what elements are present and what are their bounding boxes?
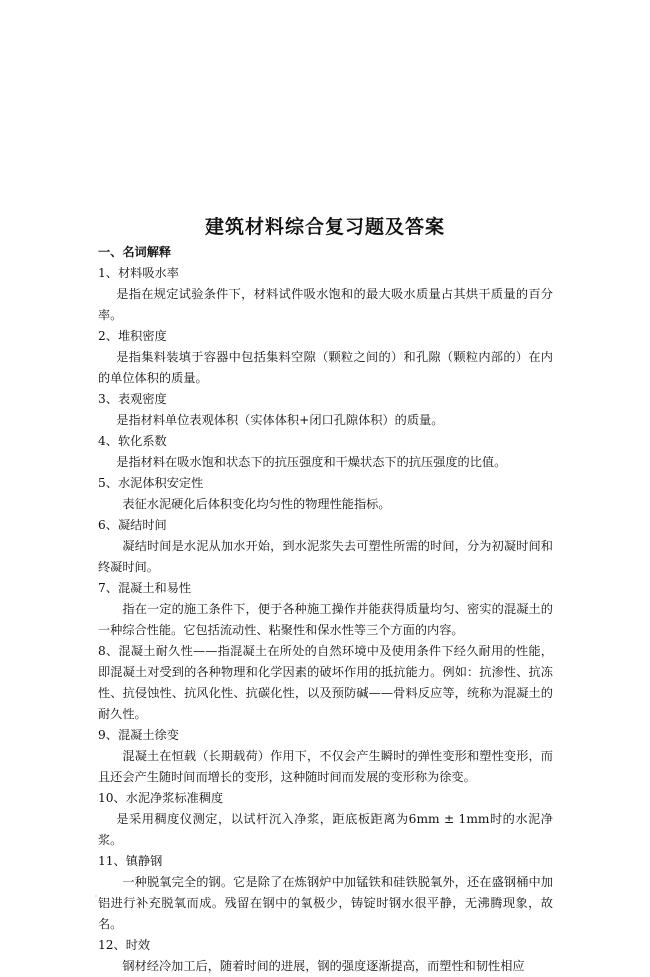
term-definition: 凝结时间是水泥从加水开始，到水泥浆失去可塑性所需的时间，分为初凝时间和终凝时间。 xyxy=(98,539,553,574)
term-definition: 一种脱氧完全的钢。它是除了在炼钢炉中加锰铁和硅铁脱氧外，还在盛钢桶中加铝进行补充脱氧而成。残留在钢中的氧极少，铸锭时钢水很平静，无沸腾现象，故名。 xyxy=(98,875,553,931)
term-heading: 4、软化系数 xyxy=(98,434,167,448)
term-inline-definition: 8、混凝土耐久性——指混凝土在所处的自然环境中及使用条件下经久耐用的性能，即混凝土对受到的各种物理和化学因素的破坏作用的抵抗能力。例如：抗渗性、抗冻性、抗侵蚀性、抗风化性、抗碳化性，以及预防碱——骨料反应等，统称为混凝土的耐久性。 xyxy=(98,644,553,721)
term-heading: 2、堆积密度 xyxy=(98,329,167,343)
document-body xyxy=(98,242,553,977)
term-heading: 12、时效 xyxy=(98,938,151,952)
term-heading: 3、表观密度 xyxy=(98,392,167,406)
term-heading: 11、镇静钢 xyxy=(98,854,163,868)
term-definition: 是指材料单位表观体积（实体体积+闭口孔隙体积）的质量。 xyxy=(116,413,444,427)
term-heading: 6、凝结时间 xyxy=(98,518,167,532)
term-definition: 是指在规定试验条件下，材料试件吸水饱和的最大吸水质量占其烘干质量的百分率。 xyxy=(98,287,553,322)
term-heading: 1、材料吸水率 xyxy=(98,266,179,280)
document-title: 建筑材料综合复习题及答案 xyxy=(204,216,445,238)
term-definition: 是指材料在吸水饱和状态下的抗压强度和干燥状态下的抗压强度的比值。 xyxy=(116,455,507,469)
term-heading: 5、水泥体积安定性 xyxy=(98,476,204,490)
term-definition: 表征水泥硬化后体积变化均匀性的物理性能指标。 xyxy=(122,497,391,511)
section-heading: 一、名词解释 xyxy=(98,245,172,259)
term-definition: 混凝土在恒载（长期载荷）作用下，不仅会产生瞬时的弹性变形和塑性变形，而且还会产生随时间而增长的变形，这种随时间而发展的变形称为徐变。 xyxy=(98,749,553,784)
term-definition: 是采用稠度仪测定，以试杆沉入净浆，距底板距离为6mm ± 1mm时的水泥净浆。 xyxy=(98,812,553,847)
term-heading: 9、混凝土徐变 xyxy=(98,728,179,742)
term-heading: 7、混凝土和易性 xyxy=(98,581,192,595)
scan-speck xyxy=(95,895,97,897)
term-heading: 10、水泥净浆标准稠度 xyxy=(98,791,224,805)
term-definition: 钢材经冷加工后，随着时间的进展，钢的强度逐渐提高，而塑性和韧性相应 xyxy=(122,959,525,973)
term-definition: 指在一定的施工条件下，便于各种施工操作并能获得质量均匀、密实的混凝土的一种综合性能。它包括流动性、粘聚性和保水性等三个方面的内容。 xyxy=(98,602,553,637)
term-definition: 是指集料装填于容器中包括集料空隙（颗粒之间的）和孔隙（颗粒内部的）在内的单位体积的质量。 xyxy=(98,350,553,385)
